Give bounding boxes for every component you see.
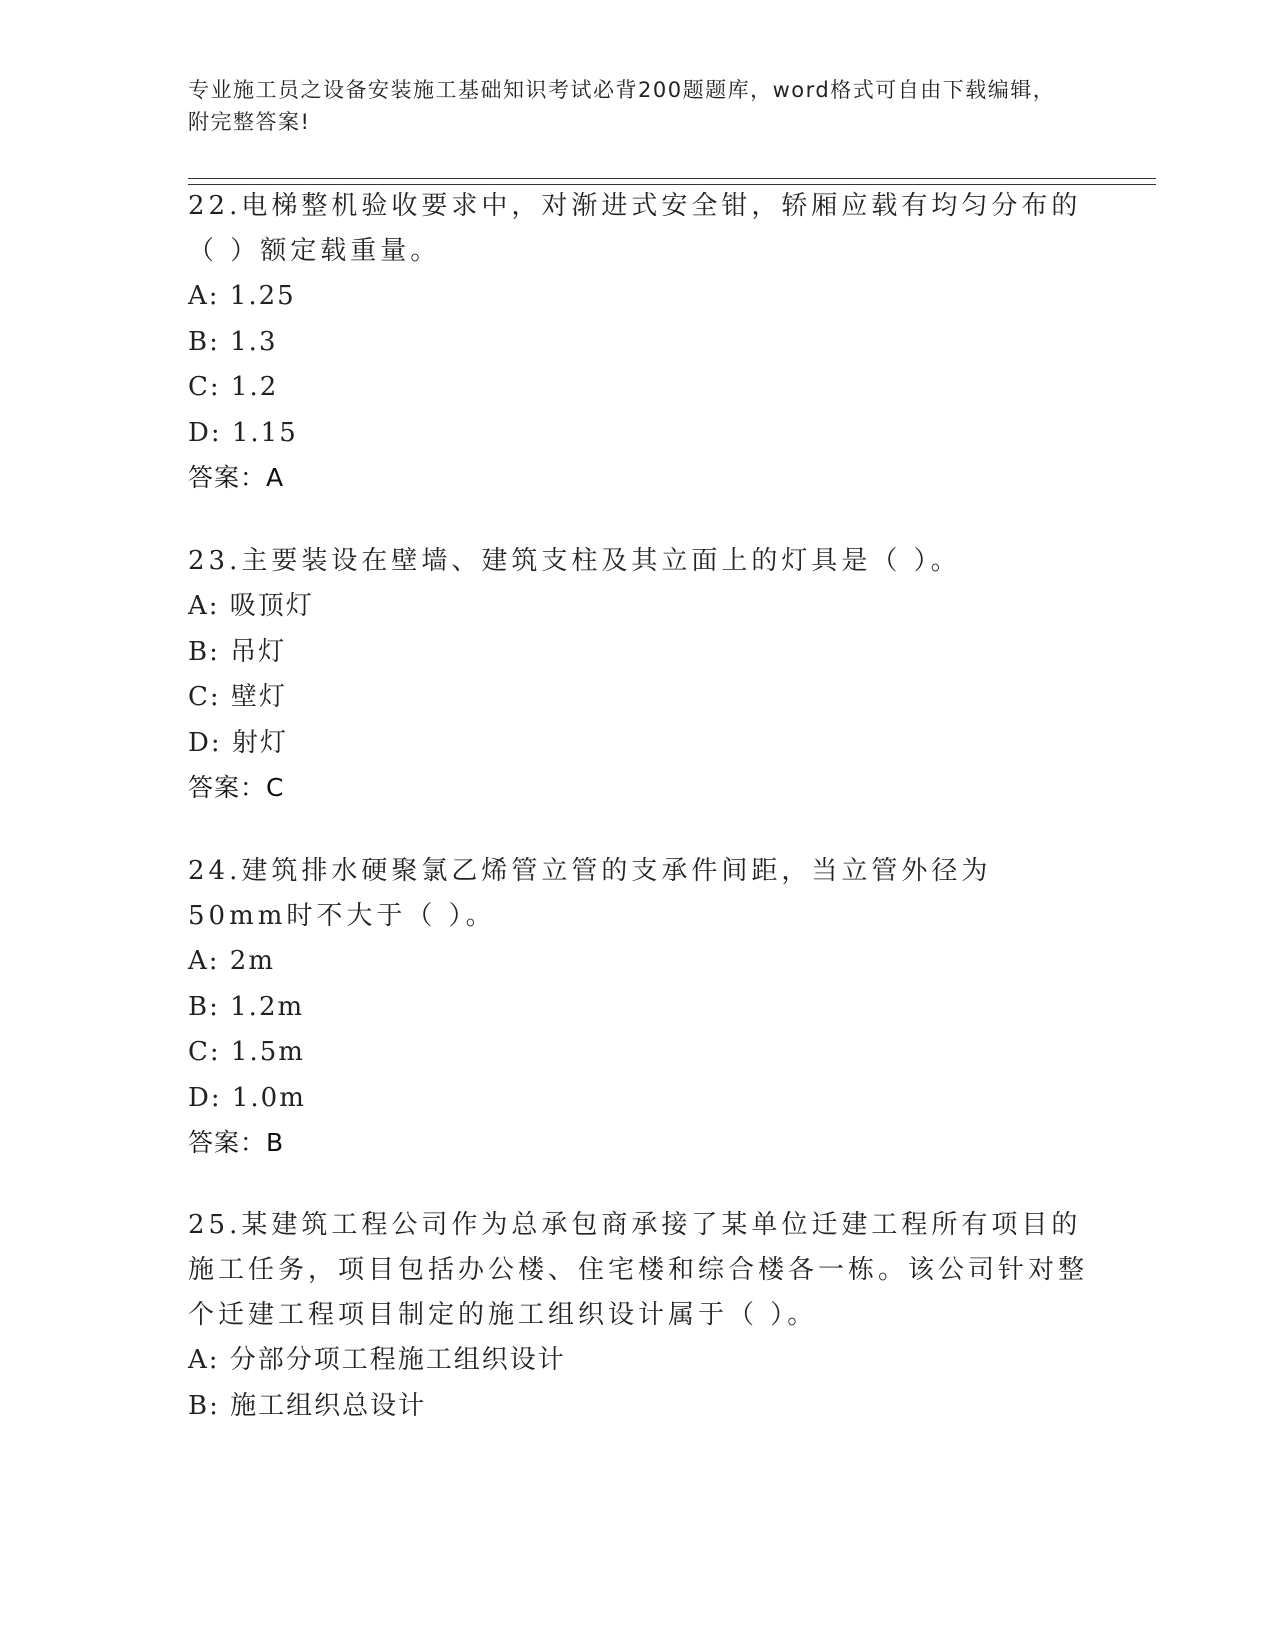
option-b: B: 1.2m	[188, 991, 305, 1022]
option-a: A: 分部分项工程施工组织设计	[188, 1345, 566, 1375]
answer-line: 答案：C	[188, 773, 285, 802]
option-d: D: 1.15	[188, 417, 298, 448]
option-a: A: 吸顶灯	[188, 591, 314, 621]
question-stem: 23.主要装设在壁墙、建筑支柱及其立面上的灯具是（ ）。	[188, 546, 961, 576]
answer-line: 答案：B	[188, 1128, 285, 1157]
answer-line: 答案：A	[188, 463, 285, 492]
option-a: A: 1.25	[188, 281, 296, 311]
question-25	[188, 1203, 1088, 1429]
option-b: B: 1.3	[188, 326, 278, 357]
option-b: B: 吊灯	[188, 636, 287, 667]
option-b: B: 施工组织总设计	[188, 1390, 427, 1421]
option-d: D: 射灯	[188, 727, 288, 758]
option-c: C: 1.2	[188, 372, 279, 402]
question-24	[188, 849, 1088, 1165]
question-stem: 22.电梯整机验收要求中，对渐进式安全钳，轿厢应载有均匀分布的（ ）额定载重量。	[188, 191, 1082, 266]
option-a: A: 2m	[188, 946, 275, 976]
document-header: 专业施工员之设备安装施工基础知识考试必背200题题库，word格式可自由下载编辑，附完整答案!	[188, 78, 1056, 134]
option-d: D: 1.0m	[188, 1082, 306, 1113]
question-stem: 24.建筑排水硬聚氯乙烯管立管的支承件间距，当立管外径为50mm时不大于（ ）。	[188, 856, 992, 931]
option-c: C: 1.5m	[188, 1037, 305, 1067]
question-22	[188, 184, 1088, 500]
question-23	[188, 539, 1088, 810]
option-c: C: 壁灯	[188, 682, 287, 712]
question-stem: 25.某建筑工程公司作为总承包商承接了某单位迁建工程所有项目的施工任务，项目包括办公楼、住宅楼和综合楼各一栋。该公司针对整个迁建工程项目制定的施工组织设计属于（ ）。	[188, 1210, 1089, 1330]
